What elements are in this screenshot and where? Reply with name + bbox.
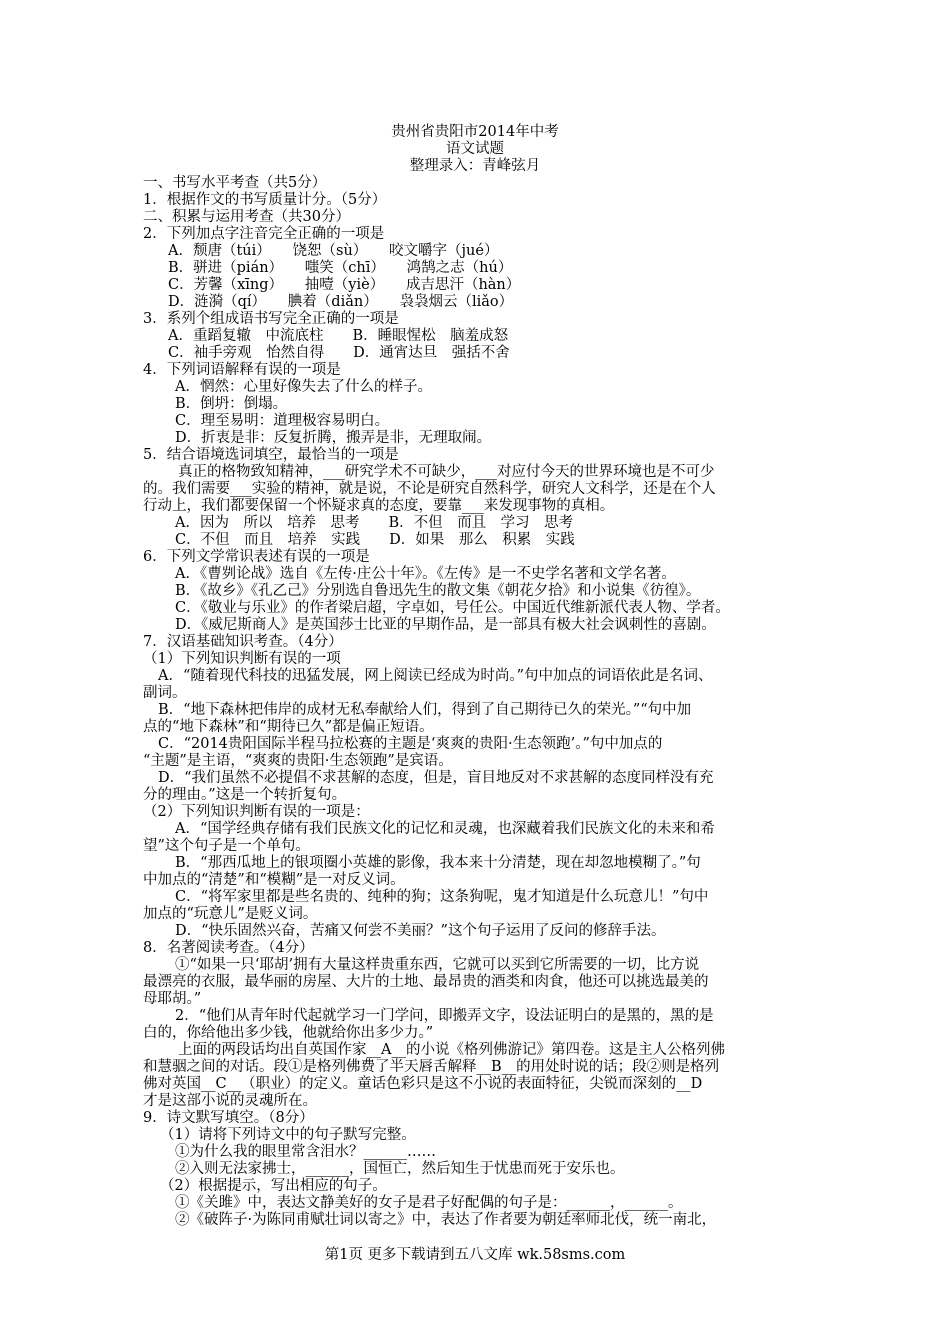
text-line: 和慧骃之间的对话。段①是格列佛费了半天唇舌解释__B__的用处时说的话；段②则是格列 <box>143 1059 720 1075</box>
text-line: A．《曹刿论战》选自《左传·庄公十年》。《左传》是一不史学名著和文学名著。 <box>175 566 676 582</box>
text-line: C．袖手旁观 怡然自得 D．通宵达旦 强括不舍 <box>168 345 510 361</box>
text-line: 3．系列个组成语书写完全正确的一项是 <box>143 311 399 327</box>
text-line: D．“我们虽然不必提倡不求甚解的态度，但是，盲目地反对不求甚解的态度同样没有充 <box>158 770 714 786</box>
text-line: 6．下列文学常识表述有误的一项是 <box>143 549 370 565</box>
text-line: 真正的格物致知精神，___研究学术不可缺少，___对应付今天的世界环境也是不可少 <box>178 464 715 480</box>
text-line: C．“将军家里都是些名贵的、纯种的狗；这条狗呢，鬼才知道是什么玩意儿！”句中 <box>175 889 709 905</box>
text-line: 中加点的“清楚”和“模糊”是一对反义词。 <box>143 872 405 888</box>
page-footer: 第1页 更多下载请到五八文库 wk.58sms.com <box>324 1247 626 1263</box>
text-line: 副词。 <box>143 685 187 701</box>
text-line: ①“如果一只‘耶胡’拥有大量这样贵重东西，它就可以买到它所需要的一切，比方说 <box>175 957 700 973</box>
text-line: 佛对英国__C__（职业）的定义。童话色彩只是这不小说的表面特征，尖锐而深刻的__D <box>143 1076 703 1092</box>
text-line: ②《破阵子·为陈同甫赋壮词以寄之》中，表达了作者要为朝廷率师北伐，统一南北， <box>175 1212 717 1228</box>
text-line: A．因为 所以 培养 思考 B．不但 而且 学习 思考 <box>175 515 574 531</box>
text-line: A．重蹈复辙 中流底柱 B．睡眼惺松 脑羞成怒 <box>168 328 509 344</box>
text-line: 一、书写水平考查（共5分） <box>143 175 327 191</box>
text-line: 7．汉语基础知识考查。（4分） <box>143 634 343 650</box>
text-line: A．“国学经典存储有我们民族文化的记忆和灵魂，也深藏着我们民族文化的未来和希 <box>175 821 715 837</box>
text-line: 9．诗文默写填空。（8分） <box>143 1110 314 1126</box>
text-line: C．“2014贵阳国际半程马拉松赛的主题是‘爽爽的贵阳·生态领跑’。”句中加点的 <box>158 736 663 752</box>
text-line: 加点的“玩意儿”是贬义词。 <box>143 906 318 922</box>
text-line: 二、积累与运用考查（共30分） <box>143 209 350 225</box>
text-line: ②入则无法家拂士，______，国恒亡，然后知生于忧患而死于安乐也。 <box>175 1161 625 1177</box>
text-line: A．“随着现代科技的迅猛发展，网上阅读已经成为时尚。”句中加点的词语依此是名词、 <box>158 668 713 684</box>
text-line: （1）下列知识判断有误的一项 <box>143 651 341 667</box>
text-line: 8．名著阅读考查。（4分） <box>143 940 314 956</box>
text-line: （2）根据提示，写出相应的句子。 <box>160 1178 387 1194</box>
text-line: ①《关雎》中，表达文静美好的女子是君子好配偶的句子是：______，______。 <box>175 1195 683 1211</box>
text-line: C．理至易明：道理极容易明白。 <box>175 413 390 429</box>
text-line: 点的“地下森林”和“期待已久”都是偏正短语。 <box>143 719 434 735</box>
text-line: D．涟漪（qí） 腆着（diǎn） 袅袅烟云（liǎo） <box>168 294 514 310</box>
text-line: 望”这个句子是一个单句。 <box>143 838 310 854</box>
text-line: 5．结合语境选词填空，最恰当的一项是 <box>143 447 399 463</box>
text-line: 4．下列词语解释有误的一项是 <box>143 362 341 378</box>
text-line: B．倒坍：倒塌。 <box>175 396 288 412</box>
text-line: D．“快乐固然兴奋，苦痛又何尝不美丽？”这个句子运用了反问的修辞手法。 <box>175 923 666 939</box>
text-line: 最漂亮的衣服，最华丽的房屋、大片的土地、最昂贵的酒类和肉食，他还可以挑选最美的 <box>143 974 709 990</box>
text-line: D．《威尼斯商人》是英国莎士比亚的早期作品，是一部具有极大社会讽刺性的喜剧。 <box>175 617 716 633</box>
text-line: 上面的两段话均出自英国作家__A__的小说《格列佛游记》第四卷。这是主人公格列佛 <box>178 1042 725 1058</box>
text-line: B．《故乡》《孔乙己》分别选自鲁迅先生的散文集《朝花夕拾》和小说集《彷徨》。 <box>175 583 701 599</box>
text-line: 1．根据作文的书写质量计分。（5分） <box>143 192 387 208</box>
text-line: A．颓唐（túi） 饶恕（sù） 咬文嚼字（jué） <box>168 243 499 259</box>
document-compiler: 整理录入：青峰弦月 <box>409 158 541 174</box>
text-line: C．不但 而且 培养 实践 D．如果 那么 积累 实践 <box>175 532 575 548</box>
text-line: （2）下列知识判断有误的一项是： <box>143 804 370 820</box>
document-subtitle: 语文试题 <box>446 141 504 157</box>
text-line: D．折衷是非：反复折腾，搬弄是非，无理取闹。 <box>175 430 492 446</box>
text-line: C．《敬业与乐业》的作者梁启超，字卓如，号任公。中国近代维新派代表人物、学者。 <box>175 600 730 616</box>
text-line: C．芳馨（xīng） 抽噎（yiè） 成吉思汗（hàn） <box>168 277 521 293</box>
text-line: 2．下列加点字注音完全正确的一项是 <box>143 226 385 242</box>
text-line: 分的理由。”这是一个转折复句。 <box>143 787 347 803</box>
text-line: 母耶胡。” <box>143 991 202 1007</box>
text-line: “主题”是主语，“爽爽的贵阳·生态领跑”是宾语。 <box>143 753 453 769</box>
text-line: 才是这部小说的灵魂所在。 <box>143 1093 317 1109</box>
document-title: 贵州省贵阳市2014年中考 <box>391 124 559 140</box>
text-line: B．骈进（pián） 嗤笑（chī） 鸿鹄之志（hú） <box>168 260 513 276</box>
text-line: 2．“他们从青年时代起就学习一门学问，即搬弄文字，设法证明白的是黑的，黑的是 <box>175 1008 714 1024</box>
text-line: B．“地下森林把伟岸的成材无私奉献给人们，得到了自己期待已久的荣光。”“句中加 <box>158 702 692 718</box>
text-line: A．惘然：心里好像失去了什么的样子。 <box>175 379 432 395</box>
text-line: （1）请将下列诗文中的句子默写完整。 <box>160 1127 416 1143</box>
text-line: 白的，你给他出多少钱，他就给你出多少力。” <box>143 1025 434 1041</box>
text-line: 的。我们需要___实验的精神，就是说，不论是研究自然科学，研究人文科学，还是在个人 <box>143 481 716 497</box>
text-line: B．“那西瓜地上的银项圈小英雄的影像，我本来十分清楚，现在却忽地模糊了。”句 <box>175 855 701 871</box>
text-line: 行动上，我们都要保留一个怀疑求真的态度，要靠___来发现事物的真相。 <box>143 498 615 514</box>
text-line: ①为什么我的眼里常含泪水？______…… <box>175 1144 436 1160</box>
